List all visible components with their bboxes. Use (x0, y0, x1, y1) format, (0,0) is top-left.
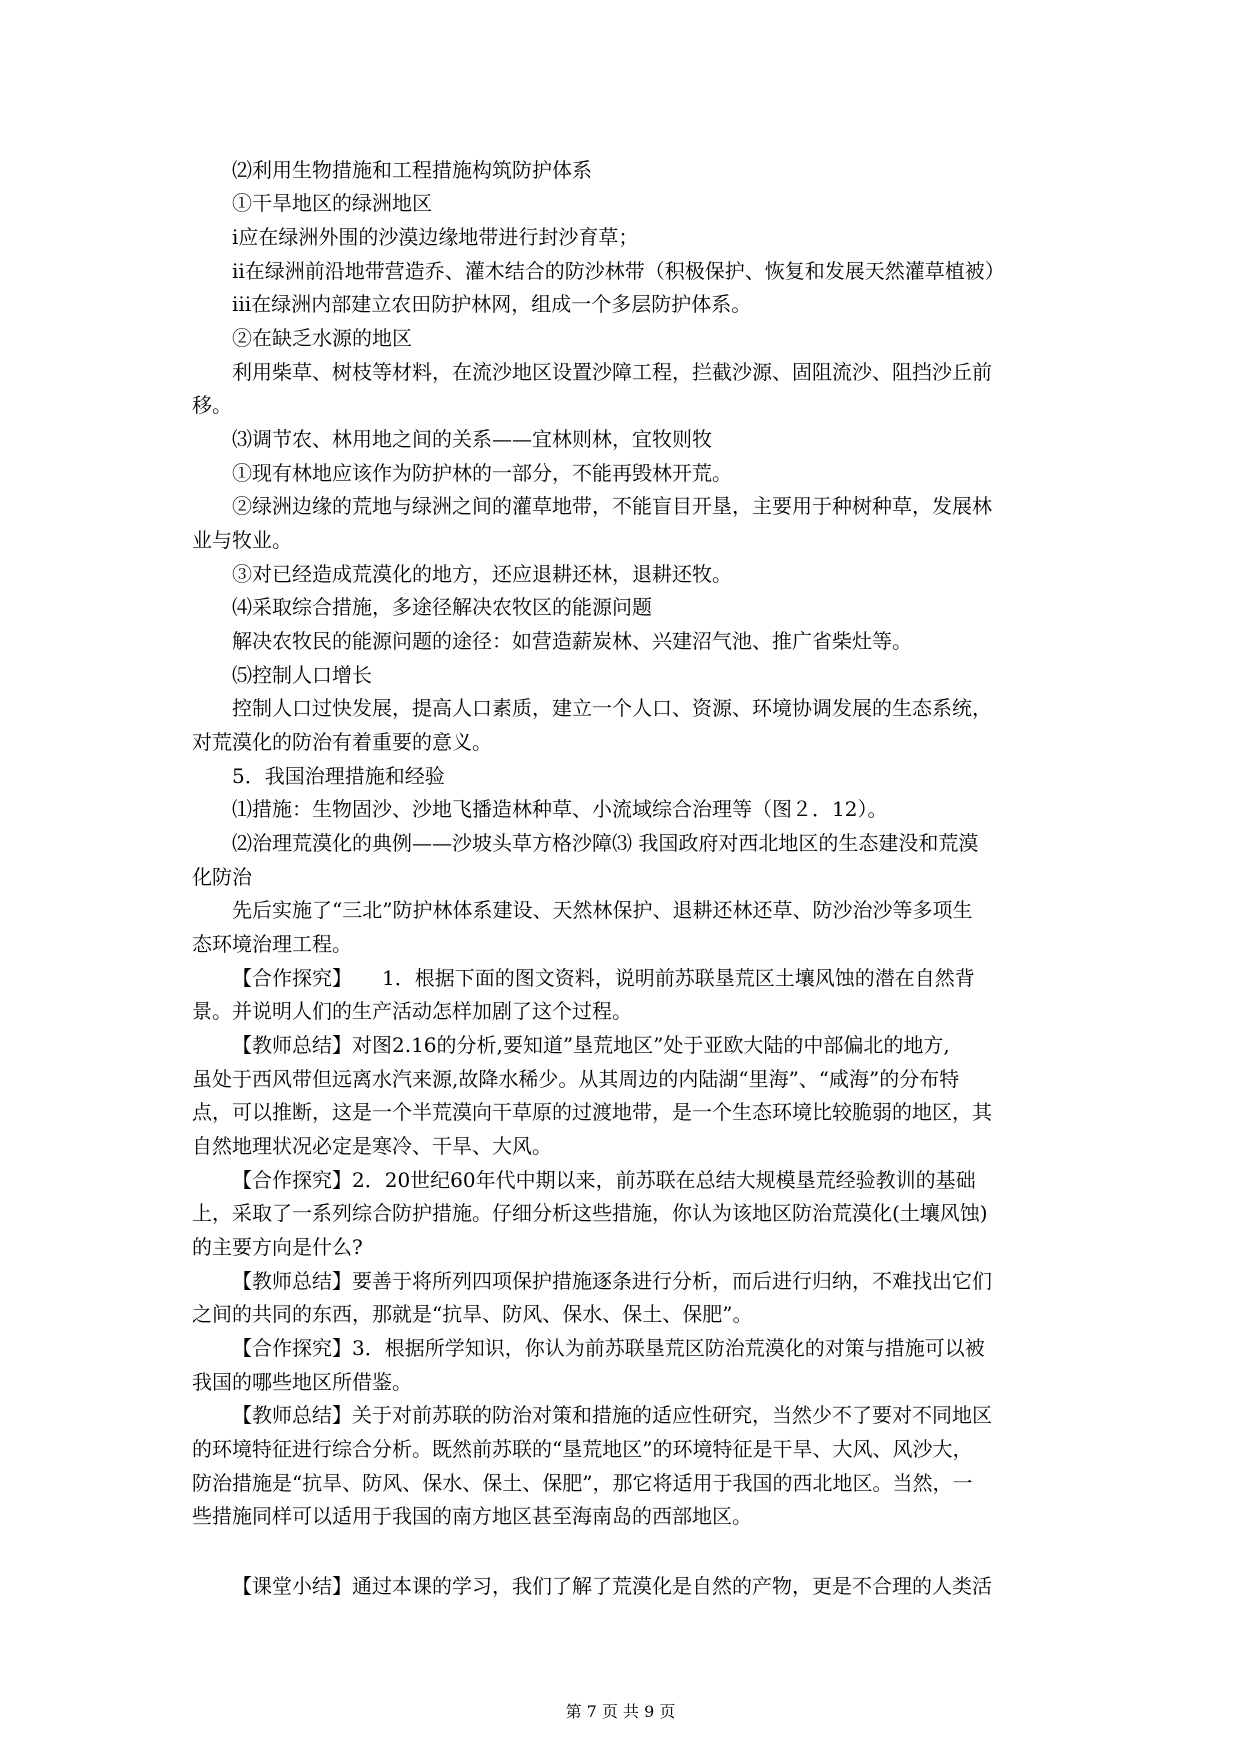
text-line: ②绿洲边缘的荒地与绿洲之间的灌草地带，不能盲目开垦，主要用于种树种草，发展林 (232, 494, 992, 518)
text-line: 我国的哪些地区所借鉴。 (192, 1370, 412, 1394)
text-line: 【教师总结】关于对前苏联的防治对策和措施的适应性研究，当然少不了要对不同地区 (232, 1403, 992, 1427)
text-line: 【合作探究】3．根据所学知识，你认为前苏联垦荒区防治荒漠化的对策与措施可以被 (232, 1336, 985, 1360)
text-line: ⑴措施：生物固沙、沙地飞播造林种草、小流域综合治理等（图２．12）。 (232, 797, 888, 821)
text-line: ③对已经造成荒漠化的地方，还应退耕还林，退耕还牧。 (232, 562, 732, 586)
text-line: 先后实施了“三北”防护林体系建设、天然林保护、退耕还林还草、防沙治沙等多项生 (232, 898, 973, 922)
text-line: 5．我国治理措施和经验 (232, 764, 445, 788)
text-line: ⅱ在绿洲前沿地带营造乔、灌木结合的防沙林带（积极保护、恢复和发展天然灌草植被） (232, 259, 1005, 283)
text-line: 虽处于西风带但远离水汽来源,故降水稀少。从其周边的内陆湖“里海”、“咸海”的分布特 (192, 1067, 960, 1091)
text-line: 态环境治理工程。 (192, 932, 352, 956)
text-line: 点，可以推断，这是一个半荒漠向干草原的过渡地带，是一个生态环境比较脆弱的地区，其 (192, 1100, 992, 1124)
text-line: ②在缺乏水源的地区 (232, 326, 412, 350)
text-line: 利用柴草、树枝等材料，在流沙地区设置沙障工程，拦截沙源、固阻流沙、阻挡沙丘前 (232, 360, 992, 384)
text-line: 之间的共同的东西，那就是“抗旱、防风、保水、保土、保肥”。 (192, 1302, 753, 1326)
text-line: ⅲ在绿洲内部建立农田防护林网，组成一个多层防护体系。 (232, 292, 752, 316)
text-line: 【课堂小结】通过本课的学习，我们了解了荒漠化是自然的产物，更是不合理的人类活 (232, 1574, 992, 1598)
text-line: ①干旱地区的绿洲地区 (232, 191, 432, 215)
text-line: ⑵利用生物措施和工程措施构筑防护体系 (232, 158, 592, 182)
text-line: 【教师总结】要善于将所列四项保护措施逐条进行分析，而后进行归纳，不难找出它们 (232, 1269, 992, 1293)
text-line: 控制人口过快发展，提高人口素质，建立一个人口、资源、环境协调发展的生态系统， (232, 696, 992, 720)
text-line: ⑸控制人口增长 (232, 663, 372, 687)
text-line: 的主要方向是什么? (192, 1235, 363, 1259)
text-line: 【教师总结】对图2.16的分析,要知道”垦荒地区”处于亚欧大陆的中部偏北的地方, (232, 1033, 950, 1057)
text-line: 移。 (192, 393, 232, 417)
text-line: 对荒漠化的防治有着重要的意义。 (192, 730, 492, 754)
text-line: ①现有林地应该作为防护林的一部分，不能再毁林开荒。 (232, 461, 732, 485)
page-footer: 第 7 页 共 9 页 (565, 1702, 676, 1721)
text-line: ⑷采取综合措施，多途径解决农牧区的能源问题 (232, 595, 652, 619)
text-line: 防治措施是“抗旱、防风、保水、保土、保肥”，那它将适用于我国的西北地区。当然，一 (192, 1471, 973, 1495)
text-line: ⑶调节农、林用地之间的关系——宜林则林，宜牧则牧 (232, 427, 712, 451)
text-line: 【合作探究】2．20世纪60年代中期以来，前苏联在总结大规模垦荒经验教训的基础 (232, 1168, 976, 1192)
text-line: 上，采取了一系列综合防护措施。仔细分析这些措施，你认为该地区防治荒漠化(土壤风蚀) (192, 1201, 988, 1225)
text-line: 解决农牧民的能源问题的途径：如营造薪炭林、兴建沼气池、推广省柴灶等。 (232, 629, 912, 653)
text-line: ⑵治理荒漠化的典例——沙坡头草方格沙障⑶ 我国政府对西北地区的生态建没和荒漠 (232, 831, 979, 855)
text-line: ⅰ应在绿洲外围的沙漠边缘地带进行封沙育草； (232, 225, 639, 249)
text-line: 景。并说明人们的生产活动怎样加剧了这个过程。 (192, 999, 632, 1023)
text-line: 业与牧业。 (192, 528, 292, 552)
text-line: 【合作探究】 1．根据下面的图文资料，说明前苏联垦荒区土壤风蚀的潜在自然背 (232, 966, 975, 990)
text-line: 化防治 (192, 865, 252, 889)
text-line: 些措施同样可以适用于我国的南方地区甚至海南岛的西部地区。 (192, 1504, 752, 1528)
text-line: 自然地理状况必定是寒冷、干旱、大风。 (192, 1134, 552, 1158)
text-line: 的环境特征进行综合分析。既然前苏联的“垦荒地区”的环境特征是干旱、大风、风沙大， (192, 1437, 973, 1461)
